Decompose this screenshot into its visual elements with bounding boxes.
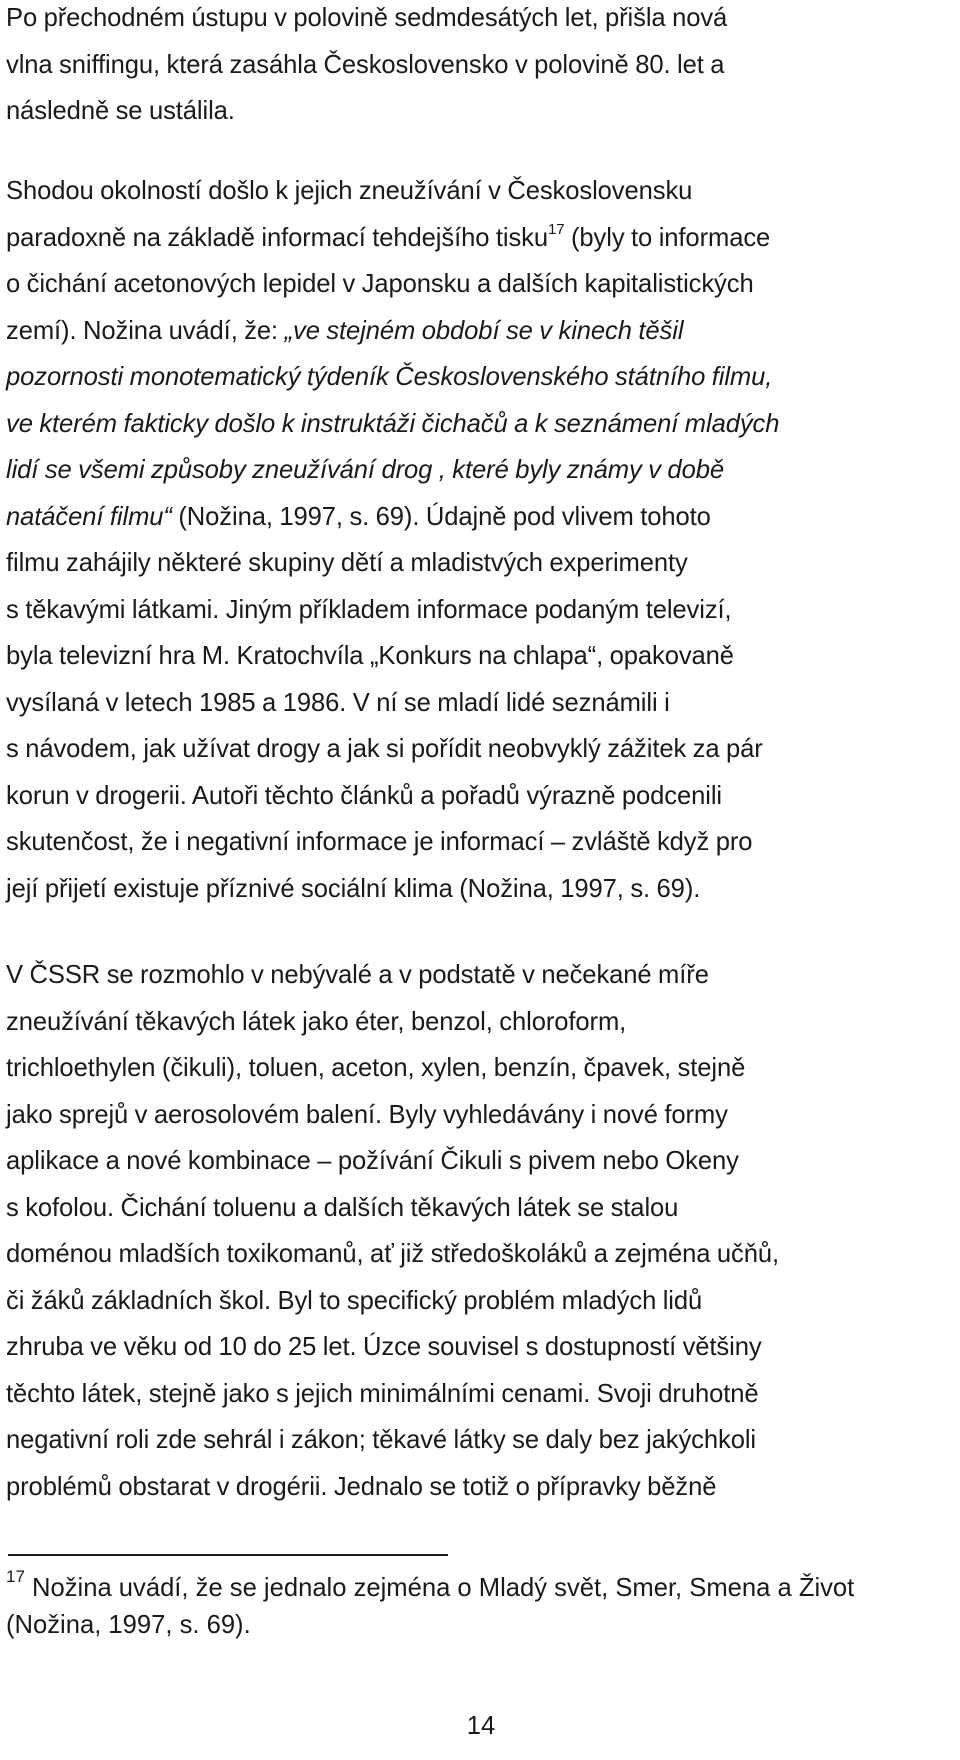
footnote-text: Nožina uvádí, že se jednalo zejména o Mladý svět, Smer, Smena a Život: [24, 1574, 855, 1602]
text-run: (byly to informace: [564, 223, 771, 252]
quote-line: ve kterém fakticky došlo k instruktáži čichačů a k seznámení mladých: [6, 409, 780, 438]
text-line: doménou mladších toxikomanů, ať již středoškoláků a zejména učňů,: [6, 1240, 780, 1268]
footnote-line: [6, 1567, 956, 1607]
text-run: paradoxně na základě informací tehdejšího tisku: [6, 223, 548, 252]
text-line: Shodou okolností došlo k jejich zneužívání v Československu: [6, 177, 693, 205]
text-line: s těkavými látkami. Jiným příkladem informace podaným televizí,: [6, 595, 732, 624]
text-line: negativní roli zde sehrál i zákon; těkavé látky se daly bez jakýchkoli: [6, 1426, 757, 1454]
text-line: následně se ustálila.: [6, 97, 235, 125]
text-line: aplikace a nové kombinace – požívání Čikuli s pivem nebo Okeny: [6, 1147, 739, 1175]
text-line: [6, 308, 956, 355]
text-line: těchto látek, stejně jako s jejich minimálními cenami. Svoji druhotně: [6, 1379, 759, 1408]
text-line: skutenčost, že i negativní informace je informací – zvláště když pro: [6, 828, 753, 856]
footnote-number: 17: [6, 1567, 25, 1586]
text-line: její přijetí existuje příznivé sociální klima (Nožina, 1997, s. 69).: [6, 874, 701, 903]
text-line: V ČSSR se rozmohlo v nebývalé a v podstatě v nečekané míře: [6, 961, 709, 989]
text-line: problémů obstarat v drogérii. Jednalo se totiž o přípravky běžně: [6, 1472, 717, 1501]
footnote-separator: [8, 1554, 448, 1556]
text-line: [6, 494, 956, 541]
text-line: či žáků základních škol. Byl to specifický problém mladých lidů: [6, 1286, 703, 1315]
text-line: zhruba ve věku od 10 do 25 let. Úzce souvisel s dostupností většiny: [6, 1333, 762, 1361]
quote-line: pozornosti monotematický týdeník Československého státního filmu,: [6, 363, 773, 391]
paragraph-3: [6, 952, 956, 1510]
footnote: [6, 1567, 956, 1644]
text-line: filmu zahájily některé skupiny dětí a mladistvých experimenty: [6, 549, 688, 577]
text-line: zneužívání těkavých látek jako éter, benzol, chloroform,: [6, 1007, 627, 1036]
text-line: jako sprejů v aerosolovém balení. Byly vyhledávány i nové formy: [6, 1100, 728, 1129]
text-line: s návodem, jak užívat drogy a jak si pořídit neobvyklý zážitek za pár: [6, 735, 763, 763]
text-line: trichloethylen (čikuli), toluen, aceton, xylen, benzín, čpavek, stejně: [6, 1054, 746, 1082]
paragraph-2: [6, 168, 956, 912]
text-line: vlna sniffingu, která zasáhla Československo v polovině 80. let a: [6, 50, 725, 79]
text-run: (Nožina, 1997, s. 69). Údajně pod vlivem tohoto: [171, 502, 711, 531]
text-line: o čichání acetonových lepidel v Japonsku a dalších kapitalistických: [6, 270, 754, 298]
paragraph-1: [6, 0, 956, 135]
text-line: Po přechodném ústupu v polovině sedmdesátých let, přišla nová: [6, 4, 728, 32]
quote-line: lidí se všemi způsoby zneužívání drog , které byly známy v době: [6, 456, 724, 484]
text-line: byla televizní hra M. Kratochvíla „Konkurs na chlapa“, opakovaně: [6, 642, 734, 670]
quote-run: natáčení filmu“: [6, 502, 172, 531]
text-line: korun v drogerii. Autoři těchto článků a pořadů výrazně podcenili: [6, 781, 722, 810]
footnote-reference: 17: [547, 220, 565, 238]
text-line: vysílaná v letech 1985 a 1986. V ní se mladí lidé seznámili i: [6, 688, 670, 717]
footnote-line: (Nožina, 1997, s. 69).: [6, 1611, 251, 1639]
text-line: [6, 215, 956, 262]
text-line: s kofolou. Čichání toluenu a dalších těkavých látek se stalou: [6, 1193, 679, 1222]
page-number: 14: [466, 1712, 496, 1740]
quote-run: „ve stejném období se v kinech těšil: [284, 316, 684, 345]
text-run: zemí). Nožina uvádí, že:: [6, 316, 285, 345]
